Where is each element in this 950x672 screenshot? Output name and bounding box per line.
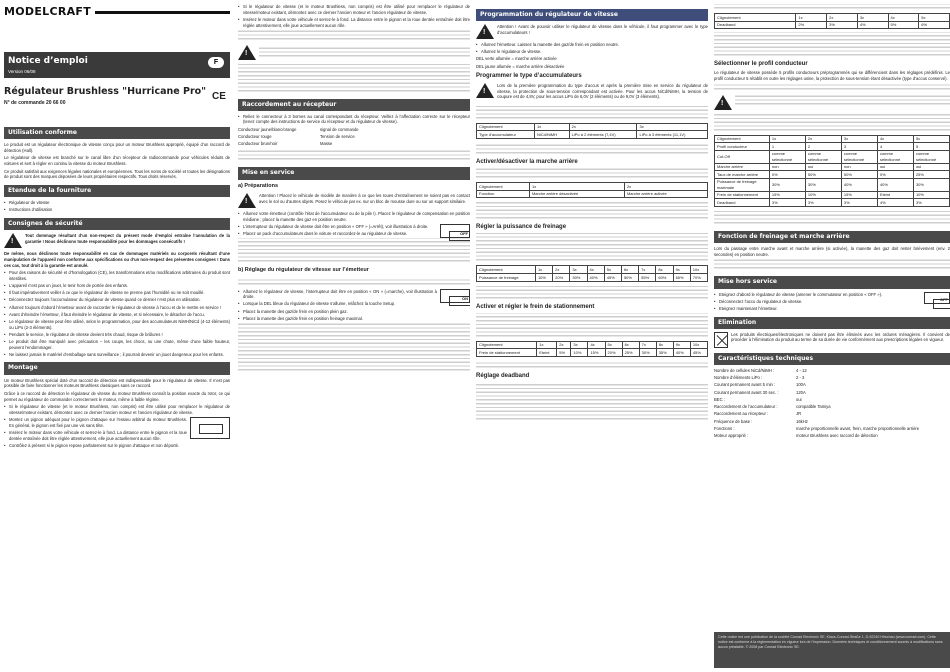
- list-item: • Placez un pack d’accumulateurs dans le voiture et raccordez-le au régulateur de vitesse.: [238, 231, 470, 237]
- safety-list: [4, 270, 230, 357]
- section-brake-function: Fonction de freinage et marche arrière: [714, 231, 950, 243]
- list-item: • Insérez le moteur dans votre véhicule et serrez-le à fond. La distance entre le pignon et la roue dentée entraînée doit être réglée attentivement, elle joue actuellement aucun rôle.: [4, 430, 230, 441]
- notice-title: Notice d’emploi: [8, 56, 88, 66]
- list-item: • L’appareil n’est pas un jouet, le tenir hors de portée des enfants.: [4, 283, 230, 289]
- mounting-p2: Grâce à ce raccord de détection le régulateur de vitesse du moteur Brushless connaît la position exacte du rotor, ce qui permet au régulateur de commander correctement le moteur, même à faible régime.: [4, 390, 230, 402]
- list-item: • Avant d’éteindre l’émetteur, il faut éteindre le régulateur de vitesse, et si nécessaire, le détacher de l’accu.: [4, 312, 230, 318]
- section-usage: Utilisation conforme: [4, 127, 230, 139]
- list-item: • ON Allumez le régulateur de vitesse, l’interrupteur doit être en position « ON » (=marche), voir illustration à droite.: [238, 289, 470, 300]
- list-item: • Pendant le service, le régulateur de vitesse devient très chaud, risque de brûlures !: [4, 332, 230, 338]
- switch-off-illustration: • OFF: [924, 292, 950, 304]
- section-startup: Mise en service: [238, 167, 470, 179]
- language-badge: F: [208, 57, 224, 68]
- section-programming: Programmation du régulateur de vitesse: [476, 9, 708, 21]
- list-item: • Allumez le régulateur de vitesse.: [476, 49, 708, 55]
- product-title: Régulateur Brushless "Hurricane Pro": [4, 86, 207, 97]
- list-item: • Le régulateur de vitesse peut être utilisé, selon le programmation, pour des accumulateurs NiMH/NiCd (4-12 éléments) ou LiPo (2-3 éléments).: [4, 319, 230, 330]
- startup-b-list: [238, 289, 470, 322]
- section-safety: Consignes de sécurité: [4, 218, 230, 230]
- mounting-p1: Un moteur Brushless spécial doté d’un raccord de détection est indispensable pour le régulateur de vitesse. Il n’est pas possible de faire fonctionner les moteurs Brushless classiques sans ce raccord.: [4, 377, 230, 389]
- section-delivery: Etendue de la fourniture: [4, 185, 230, 197]
- deadband-table: Clignotement 1x 2x 3x 4x 5x Deadband 2% 3% 4% 5% 6%: [714, 13, 950, 29]
- deadband-title: Réglage deadband: [476, 372, 530, 379]
- list-item: • Déconnectez toujours l’accumulateur du régulateur de vitesse quand ce dernier n’est plus en utilisation.: [4, 297, 230, 303]
- profile-text: Le régulateur de vitesse possède 5 profils conducteurs préprogrammés qui se différencient dans les réglages prédéfinis. Le profil conducteur 5 rétablit en outre les réglages usine, la protection de sous-tension étant désactivée (type d’accus conservé).: [714, 70, 950, 81]
- version-label: Version 06/08: [8, 69, 36, 75]
- safety-warning: ! Tout dommage résultant d’un non-respect du présent mode d’emploi entraîne l’annulation de la garantie ! Nous déclinons toute responsabilité pour les dommages consécutifs !: [4, 233, 230, 248]
- list-item: • Il faut impérativement veiller à ce que le régulateur de vitesse ne prenne pas l’humidité ou ne soit mouillé.: [4, 290, 230, 296]
- receiver-list: [238, 114, 470, 125]
- notice-header: [4, 52, 230, 78]
- list-item: • Allumez votre émetteur (contrôle l’état de l’accumulateur ou de la pile !). Placez le régulateur de compensation en position médiane ; placez la manette des gaz en position neutre.: [238, 211, 470, 222]
- receiver-wires: Conducteur jaune/blanc/orange signal de commande Conducteur rouge Tension de service Conducteur brun/noir Masse: [238, 126, 359, 147]
- shutdown-list: [714, 292, 950, 312]
- list-item: • Insérez le moteur dans votre véhicule et serrez-le à fond. La distance entre le pignon et la roue dentée entraînée doit être réglée attentivement, elle joue actuellement aucun rôle.: [238, 17, 470, 28]
- usage-p2: Le régulateur de vitesse est branché sur le canal libre d’un récepteur de radiocommande pour véhicules réduits de voitures et sert à régler en continu la vitesse du moteur Brushless.: [4, 155, 230, 167]
- mounting-list: [4, 404, 230, 448]
- startup-attention: ! Attention ! Placez le véhicule de modèle de manière à ce que les roues d’entraînement ne soient pas en contact avec le sol ou d’autres objets. Posez le véhicule par ex. sur un bloc de mousse dure ou sur un support similaire.: [238, 193, 470, 208]
- prog-attention: ! Attention ! Avant de pouvoir utiliser le régulateur de vitesse dans le véhicule, il faut programmer avec le type d’accumulateurs !: [476, 24, 708, 39]
- startup-list: [238, 211, 470, 237]
- list-item: • Régulateur de vitesse: [4, 200, 230, 206]
- section-shutdown: Mise hors service: [714, 276, 950, 288]
- reverse-title: Activer/désactiver la marche arrière: [476, 159, 578, 166]
- warning-icon: !: [476, 24, 494, 39]
- list-item: • Montez un pignon adéquat pour le pignon d’attaque sur l’essieu arbitral du moteur Brushless. En général, le pignon est fixé par une vis sans tête.: [4, 417, 230, 428]
- warning-icon: !: [476, 83, 494, 98]
- battery-table: Clignotement 1x 2x 3x Type d’accumulateur NiCd/NiMH LiPo à 2 éléments (7,4V) LiPo à 3 éléments (11,1V): [476, 123, 708, 139]
- column-4: [714, 4, 950, 672]
- list-item: • Lorsque la DEL bleue du régulateur de vitesse s’allume, relâchez la touche Setup.: [238, 301, 470, 307]
- list-item: • Déconnectez l’accu du régulateur de vitesse.: [714, 299, 950, 305]
- mounting-list-cont: [238, 4, 470, 28]
- info-note: [238, 45, 470, 61]
- section-disposal: Elimination: [714, 317, 950, 329]
- profile-table: Clignotement 1x 2x 3x 4x 5x Profil conducteur 1 2 3 4 5 Cut-Off comme sélectionné comme sélectionné comme sélectionné comme sélectionné comme sélectionné Marche arrière non oui non oui oui Taux de marche arrière 0% 50% 50% 0% 25% Puissance de freinage maximale 30% 30% 40% 40% 30% Frein de stationnement 15% 10% 15% Eteint 10% Deadband 3% 3% 3% 4% 3%: [714, 135, 950, 207]
- list-item: • Placez la manette des gaz/de frein en position plein gaz.: [238, 309, 470, 315]
- specs-list: Nombre de cellules NiCd/NiMH : 4 - 12 Nombre d’éléments LiPo : 2 - 3 Courant permanent avant 5 min : 100A Courant permanent avant 30 sec. : 120A BEC : oui Raccordement de l’accumulateur : compatible Tamiya Raccordement au récepteur : JR Fréquence de base : 16kHz Fonctions : marche proportionnelle avant, frein, marche proportionnelle arrière Moteur approprié : moteur Brushless avec raccord de détection: [714, 367, 920, 439]
- list-item: • Si le régulateur de vitesse (et le moteur Brushless, non compris) est être utilisé pour remplacer le régulateur de vitesse/moteur existant, démontez avec ce dernier l’ancien moteur et l’ancien régulateur de vitesse.: [238, 4, 470, 15]
- profile-title: Sélectionner le profil conducteur: [714, 61, 808, 68]
- list-item: • Reliez le connecteur à 3 bornes au canal correspondant du récepteur. Veillez à l’affectation correcte sur le récepteur (tenez compte des instructions de service du récepteur et du régulateur de vitesse).: [238, 114, 470, 125]
- column-3: Programmation du régulateur de vitesse ! Attention ! Avant de pouvoir utiliser le régulateur de vitesse dans le véhicule, il faut programmer avec le type d’accumulateurs ! • Allumez l’émetteur. Laissez la manette des gaz/de frein en position neutre. • Allumez le régulateur de vitesse. DEL verte allumée = marche arrière activée DEL jaune allumée = marche arrière désactivée Programmer le type d’accumulateurs ! Lors de la première programmation du type d’accus et après la première mise en service du régulateur de vitesse, la protection de sous-tension correspondant est activée. Pour les accus NiCd/NiMH, la tension de coupure est de 4,8V, pour les accus LiPo de 6,0V (2 éléments) ou de 9,0V (3 éléments). Clignotement 1x 2x 3x Type d’accumulateur NiCd/NiMH LiPo à 2 éléments (7,4V) LiPo à 3 éléments (11,1V) Activer/désactiver la marche arrière Clignotement 1x 2x Fonction Marche arrière désactivée Marche arrière activée Régler la puissance de freinage Clignotement 1x 2x 3x 4x 5x 6x 7x 8x 9x 10x Puissance de freinage 10% 20% 30% 40% 45% 50% 55% 60% 65% 70% Activer et régler le frein de stationnement Clignotement 1x 2x 3x 4x 5x 6x 7x 8x 9x 10x Frein de stationnement Eteint 5% 10% 15% 20% 25% 30% 35% 40% 45% Réglage deadband: [476, 4, 708, 672]
- parking-title: Activer et régler le frein de stationnement: [476, 303, 595, 310]
- list-item: • OFF L’interrupteur du régulateur de vitesse doit être en position « OFF » (=Arrêt), voir illustration à droite.: [238, 224, 470, 230]
- list-item: • OFF Eteignez d’abord le régulateur de vitesse (amener le commutateur en position « OFF »).: [714, 292, 950, 298]
- list-item: • Placez la manette des gaz/de frein en position freinage maximal.: [238, 316, 470, 322]
- brand-logo: MODELCRAFT: [4, 6, 230, 18]
- brake-power-title: Régler la puissance de freinage: [476, 224, 567, 231]
- info-icon: !: [238, 45, 256, 60]
- list-item: • Pour des raisons de sécurité et d’homologation (CE), les transformations et/ou modifications arbitraires du produit sont interdites.: [4, 270, 230, 281]
- warning-icon: !: [4, 233, 22, 248]
- list-item: • Instructions d’utilisation: [4, 207, 230, 213]
- column-1: [0, 0, 232, 668]
- brake-table: Clignotement 1x 2x 3x 4x 5x 6x 7x 8x 9x 10x Puissance de freinage 10% 20% 30% 40% 45% 50% 55% 60% 65% 70%: [476, 265, 708, 281]
- list-item: • Le produit doit être manipulé avec précaution – les coups, les chocs, ou une chute, même d’une faible hauteur, peuvent l’endommager.: [4, 339, 230, 350]
- usage-p1: Le produit est un régulateur électronique de vitesse conçu pour un moteur Brushless approprié, équipé d’un raccord de détection (Hall).: [4, 142, 230, 153]
- startup-sub-b: b) Réglage du régulateur de vitesse sur l’émetteur: [238, 267, 369, 274]
- warning-icon: !: [238, 193, 256, 208]
- bin-icon: [714, 332, 728, 348]
- column-2: [238, 4, 470, 672]
- switch-on-illustration: • ON: [440, 289, 470, 303]
- footer-imprint: Cette notice est une publication de la société Conrad Electronic SE, Klaus-Conrad-Straße 1, D-92240 Hirschau (www.conrad.com). Cette notice est conforme à la réglementation en vigueur lors de l’impression. Données techniques et conditionnement soumis à modifications sans aucun préalable. © 2008 par Conrad Electronic SE.: [714, 632, 950, 668]
- startup-sub-a: a) Préparations: [238, 182, 279, 189]
- order-number: N° de commande 20 66 00: [4, 100, 66, 106]
- section-specs: Caractéristiques techniques: [714, 353, 950, 365]
- prog-list: [476, 42, 708, 55]
- parking-table: Clignotement 1x 2x 3x 4x 5x 6x 7x 8x 9x 10x Frein de stationnement Eteint 5% 10% 15% 20% 25% 30% 35% 40% 45%: [476, 341, 708, 357]
- delivery-list: [4, 200, 230, 213]
- list-item: • Eteignez maintenant l’émetteur.: [714, 306, 950, 312]
- list-item: • Si le régulateur de vitesse (et le moteur Brushless, non compris) est être utilisé pour remplacer le régulateur de vitesse/moteur existant, démontez avec ce dernier l’ancien moteur et l’ancien régulateur de vitesse.: [4, 404, 230, 415]
- usage-p3: Ce produit satisfait aux exigences légales nationales et européennes. Tous les noms de société et toutes les désignations de produit sont des marques déposées de leurs propriétaires respectifs. Tous droits réservés.: [4, 168, 230, 180]
- ce-mark: CE: [212, 91, 226, 102]
- warning-icon: !: [714, 95, 732, 110]
- list-item: • Allumez l’émetteur. Laissez la manette des gaz/de frein en position neutre.: [476, 42, 708, 48]
- switch-off-illustration: • OFF: [440, 224, 470, 238]
- safety-warning-2: De même, nous déclinons toute responsabilité en cas de dommages matériels ou corporels résultant d’une manipulation de l’appareil non conforme aux spécifications ou d’un non-respect des présentes consignes ! Dans ces cas, tout droit à la garantie est annulé.: [4, 251, 230, 268]
- column-1-body: [4, 122, 230, 450]
- brake-function-text: Lors du passage entre marche avant et marche arrière (si activée), la manette des gaz doit rester brièvement (env. 2 secondes) en position neutre.: [714, 246, 950, 257]
- list-item: • Allumez toujours d’abord l’émetteur avant de raccorder le régulateur de vitesse à l’accu et de le mettre en service !: [4, 305, 230, 311]
- section-mounting: Montage: [4, 362, 230, 374]
- list-item: • Ne laissez jamais le matériel d’emballage sans surveillance ; il pourrait devenir un jouet dangereux pour les enfants.: [4, 352, 230, 358]
- battery-title: Programmer le type d’accumulateurs: [476, 72, 582, 79]
- disposal-text: Les produits électriques/électroniques ne doivent pas être éliminés avec les ordures ménagères. Il convient de procéder à l’élimination du produit au terme de sa durée de vie conformément aux prescriptions légales en vigueur.: [731, 331, 950, 343]
- reverse-table: Clignotement 1x 2x Fonction Marche arrière désactivée Marche arrière activée: [476, 182, 708, 198]
- list-item: • Contrôlez à présent si le pignon repose parfaitement sur le pignon d’attaque et non déporté.: [4, 443, 230, 449]
- section-receiver: Raccordement au récepteur: [238, 99, 470, 111]
